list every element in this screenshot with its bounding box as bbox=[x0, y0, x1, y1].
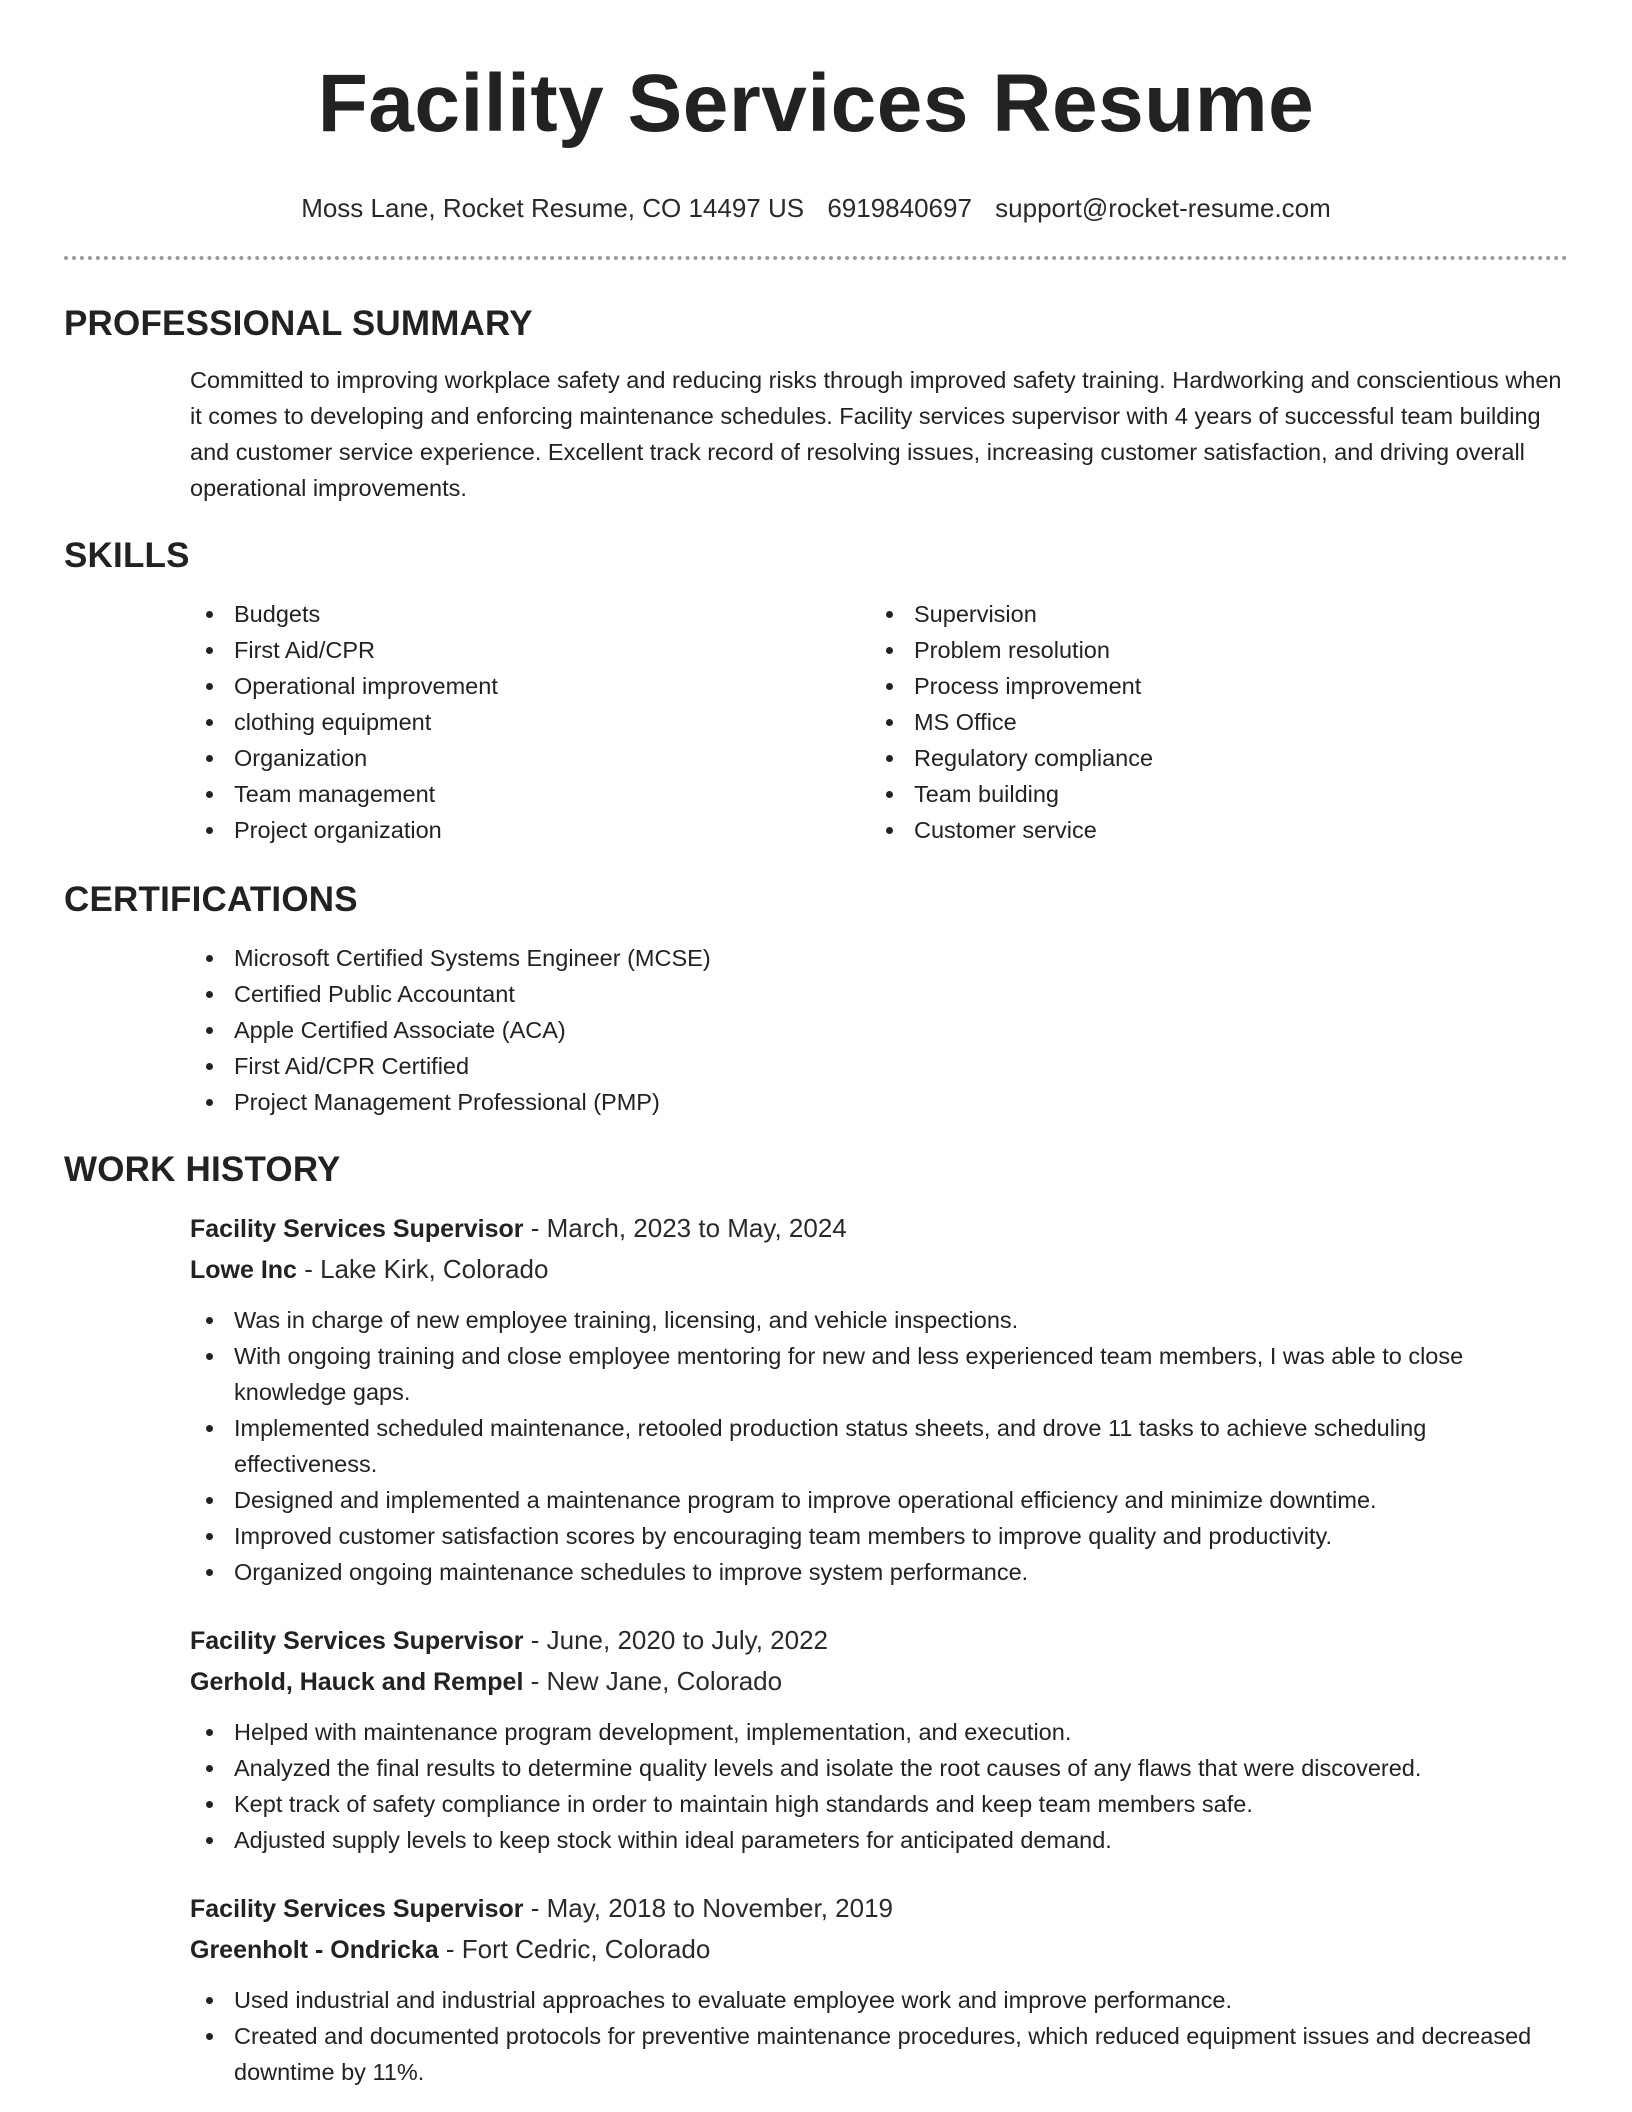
skills-column-right bbox=[870, 596, 1550, 848]
certification-item: Microsoft Certified Systems Engineer (MCSE) bbox=[190, 940, 1568, 976]
skills-column-left bbox=[190, 596, 870, 848]
skill-item: clothing equipment bbox=[190, 704, 870, 740]
job-bullet: Improved customer satisfaction scores by encouraging team members to improve quality and productivity. bbox=[190, 1518, 1568, 1554]
job-bullets bbox=[190, 1302, 1568, 1590]
certification-item: Project Management Professional (PMP) bbox=[190, 1084, 1568, 1120]
skills-heading: SKILLS bbox=[64, 536, 190, 575]
job-bullet: Implemented scheduled maintenance, retooled production status sheets, and drove 11 tasks to achieve scheduling effectiveness. bbox=[190, 1410, 1568, 1482]
job-title: Facility Services Supervisor bbox=[190, 1895, 524, 1923]
job-dates: - May, 2018 to November, 2019 bbox=[523, 1893, 894, 1923]
job-title: Facility Services Supervisor bbox=[190, 1627, 524, 1655]
skill-item: Problem resolution bbox=[870, 632, 1550, 668]
certification-item: Certified Public Accountant bbox=[190, 976, 1568, 1012]
job-title-line bbox=[190, 1888, 1568, 1929]
job-bullet: Organized ongoing maintenance schedules to improve system performance. bbox=[190, 1554, 1568, 1590]
certification-item: Apple Certified Associate (ACA) bbox=[190, 1012, 1568, 1048]
contact-address: Moss Lane, Rocket Resume, CO 14497 US bbox=[301, 193, 805, 223]
summary-text: Committed to improving workplace safety and reducing risks through improved safety training. Hardworking and conscientious when it comes to developing and enforcing maintenance schedules. Facility services supervisor with 4 years of successful team building and customer service experience. Excellent track record of resolving issues, increasing customer satisfaction, and driving overall operational improvements. bbox=[190, 367, 1562, 501]
skill-item: Organization bbox=[190, 740, 870, 776]
job-bullet: With ongoing training and close employee mentoring for new and less experienced team members, I was able to close knowledge gaps. bbox=[190, 1338, 1568, 1410]
job-bullet: Helped with maintenance program development, implementation, and execution. bbox=[190, 1714, 1568, 1750]
job-entry bbox=[190, 1208, 1568, 1590]
skill-item: Team building bbox=[870, 776, 1550, 812]
contact-line bbox=[64, 192, 1568, 224]
job-title-line bbox=[190, 1208, 1568, 1249]
skill-item: Supervision bbox=[870, 596, 1550, 632]
skills-list bbox=[190, 596, 1568, 848]
skill-item: Project organization bbox=[190, 812, 870, 848]
summary-heading: PROFESSIONAL SUMMARY bbox=[64, 304, 533, 343]
job-bullets bbox=[190, 1714, 1568, 1858]
skill-item: Operational improvement bbox=[190, 668, 870, 704]
skill-item: MS Office bbox=[870, 704, 1550, 740]
contact-email: support@rocket-resume.com bbox=[995, 193, 1331, 223]
certifications-heading: CERTIFICATIONS bbox=[64, 880, 358, 919]
job-entry bbox=[190, 1888, 1568, 2090]
job-bullet: Analyzed the final results to determine quality levels and isolate the root causes of any flaws that were discovered. bbox=[190, 1750, 1568, 1786]
skill-item: Regulatory compliance bbox=[870, 740, 1550, 776]
resume-title: Facility Services Resume bbox=[317, 58, 1315, 149]
job-company: Lowe Inc bbox=[190, 1256, 297, 1284]
job-company: Greenholt - Ondricka bbox=[190, 1936, 439, 1964]
certification-item: First Aid/CPR Certified bbox=[190, 1048, 1568, 1084]
skill-item: Team management bbox=[190, 776, 870, 812]
job-location: - Fort Cedric, Colorado bbox=[438, 1934, 711, 1964]
job-location: - Lake Kirk, Colorado bbox=[296, 1254, 549, 1284]
job-title: Facility Services Supervisor bbox=[190, 1215, 524, 1243]
job-bullet: Adjusted supply levels to keep stock within ideal parameters for anticipated demand. bbox=[190, 1822, 1568, 1858]
certifications-block bbox=[190, 940, 1568, 1120]
certifications-list bbox=[190, 940, 1568, 1120]
summary-block bbox=[190, 362, 1568, 506]
job-bullet: Kept track of safety compliance in order to maintain high standards and keep team members safe. bbox=[190, 1786, 1568, 1822]
job-dates: - March, 2023 to May, 2024 bbox=[523, 1213, 847, 1243]
job-company-line bbox=[190, 1661, 1568, 1702]
skill-item: Customer service bbox=[870, 812, 1550, 848]
job-dates: - June, 2020 to July, 2022 bbox=[523, 1625, 829, 1655]
skill-item: Budgets bbox=[190, 596, 870, 632]
work-history-heading: WORK HISTORY bbox=[64, 1150, 341, 1189]
job-bullet: Was in charge of new employee training, licensing, and vehicle inspections. bbox=[190, 1302, 1568, 1338]
job-title-line bbox=[190, 1620, 1568, 1661]
job-bullet: Used industrial and industrial approaches to evaluate employee work and improve performance. bbox=[190, 1982, 1568, 2018]
job-location: - New Jane, Colorado bbox=[523, 1666, 783, 1696]
job-bullet: Designed and implemented a maintenance program to improve operational efficiency and minimize downtime. bbox=[190, 1482, 1568, 1518]
job-company: Gerhold, Hauck and Rempel bbox=[190, 1668, 524, 1696]
header-divider bbox=[64, 256, 1568, 260]
job-bullets bbox=[190, 1982, 1568, 2090]
job-bullet: Created and documented protocols for preventive maintenance procedures, which reduced equipment issues and decreased downtime by 11%. bbox=[190, 2018, 1568, 2090]
contact-phone: 6919840697 bbox=[827, 193, 972, 223]
job-company-line bbox=[190, 1929, 1568, 1970]
job-company-line bbox=[190, 1249, 1568, 1290]
skill-item: Process improvement bbox=[870, 668, 1550, 704]
skill-item: First Aid/CPR bbox=[190, 632, 870, 668]
job-entry bbox=[190, 1620, 1568, 1858]
